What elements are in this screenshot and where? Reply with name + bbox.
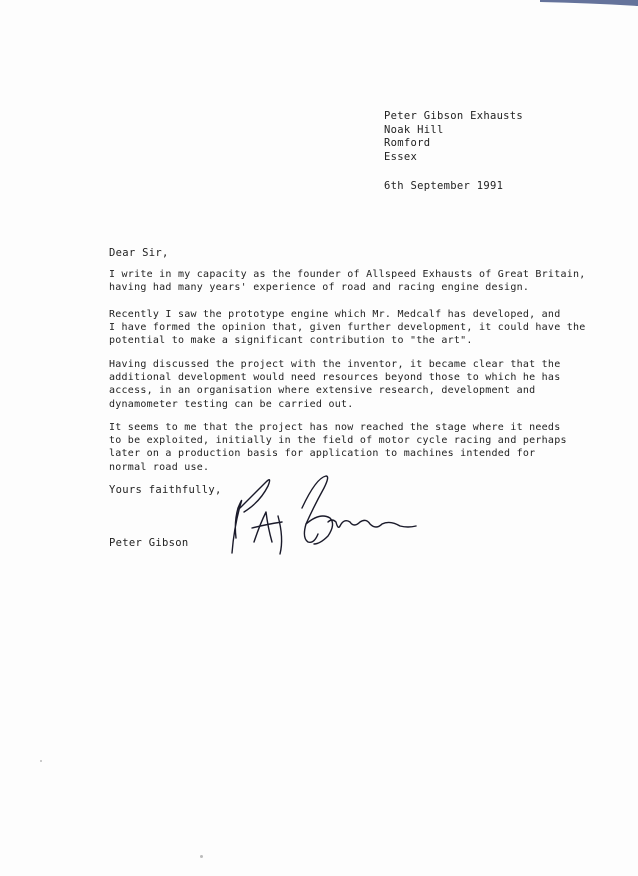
closing: Yours faithfully, xyxy=(109,484,222,496)
sender-address xyxy=(384,110,523,164)
paragraph-line: I write in my capacity as the founder of Allspeed Exhausts of Great Britain, xyxy=(109,269,586,280)
paragraph-line: normal road use. xyxy=(109,461,210,473)
address-line-county: Essex xyxy=(384,150,418,163)
handwritten-signature xyxy=(210,468,420,563)
paragraph-line: potential to make a significant contribution to "the art". xyxy=(109,335,473,347)
address-line-town: Romford xyxy=(384,137,431,149)
paragraph-line: I have formed the opinion that, given further development, it could have the xyxy=(109,322,586,334)
address-line-locality: Noak Hill xyxy=(384,123,444,136)
paragraph-line: access, in an organisation where extensive research, development and xyxy=(109,385,536,397)
scan-corner-mark xyxy=(540,0,638,14)
scan-speck xyxy=(200,855,203,858)
letter-date: 6th September 1991 xyxy=(384,180,504,192)
signatory-name: Peter Gibson xyxy=(109,537,189,549)
paragraph-line: having had many years' experience of road and racing engine design. xyxy=(109,282,530,294)
paragraph-line: additional development would need resources beyond those to which he has xyxy=(109,372,561,384)
paragraph-line: It seems to me that the project has now reached the stage where it needs xyxy=(109,422,561,433)
paragraph-line: dynamometer testing can be carried out. xyxy=(109,398,354,410)
paragraph-2 xyxy=(109,308,586,348)
salutation: Dear Sir, xyxy=(109,247,169,259)
paragraph-line: Having discussed the project with the inventor, it became clear that the xyxy=(109,359,561,370)
paragraph-3 xyxy=(109,358,560,411)
address-line-company: Peter Gibson Exhausts xyxy=(384,110,524,122)
paragraph-1 xyxy=(109,268,586,294)
paragraph-4 xyxy=(109,421,567,474)
paragraph-line: later on a production basis for application to machines intended for xyxy=(109,448,536,460)
paragraph-line: Recently I saw the prototype engine which Mr. Medcalf has developed, and xyxy=(109,309,561,320)
scan-speck xyxy=(40,760,42,762)
paragraph-line: to be exploited, initially in the field of motor cycle racing and perhaps xyxy=(109,435,567,447)
